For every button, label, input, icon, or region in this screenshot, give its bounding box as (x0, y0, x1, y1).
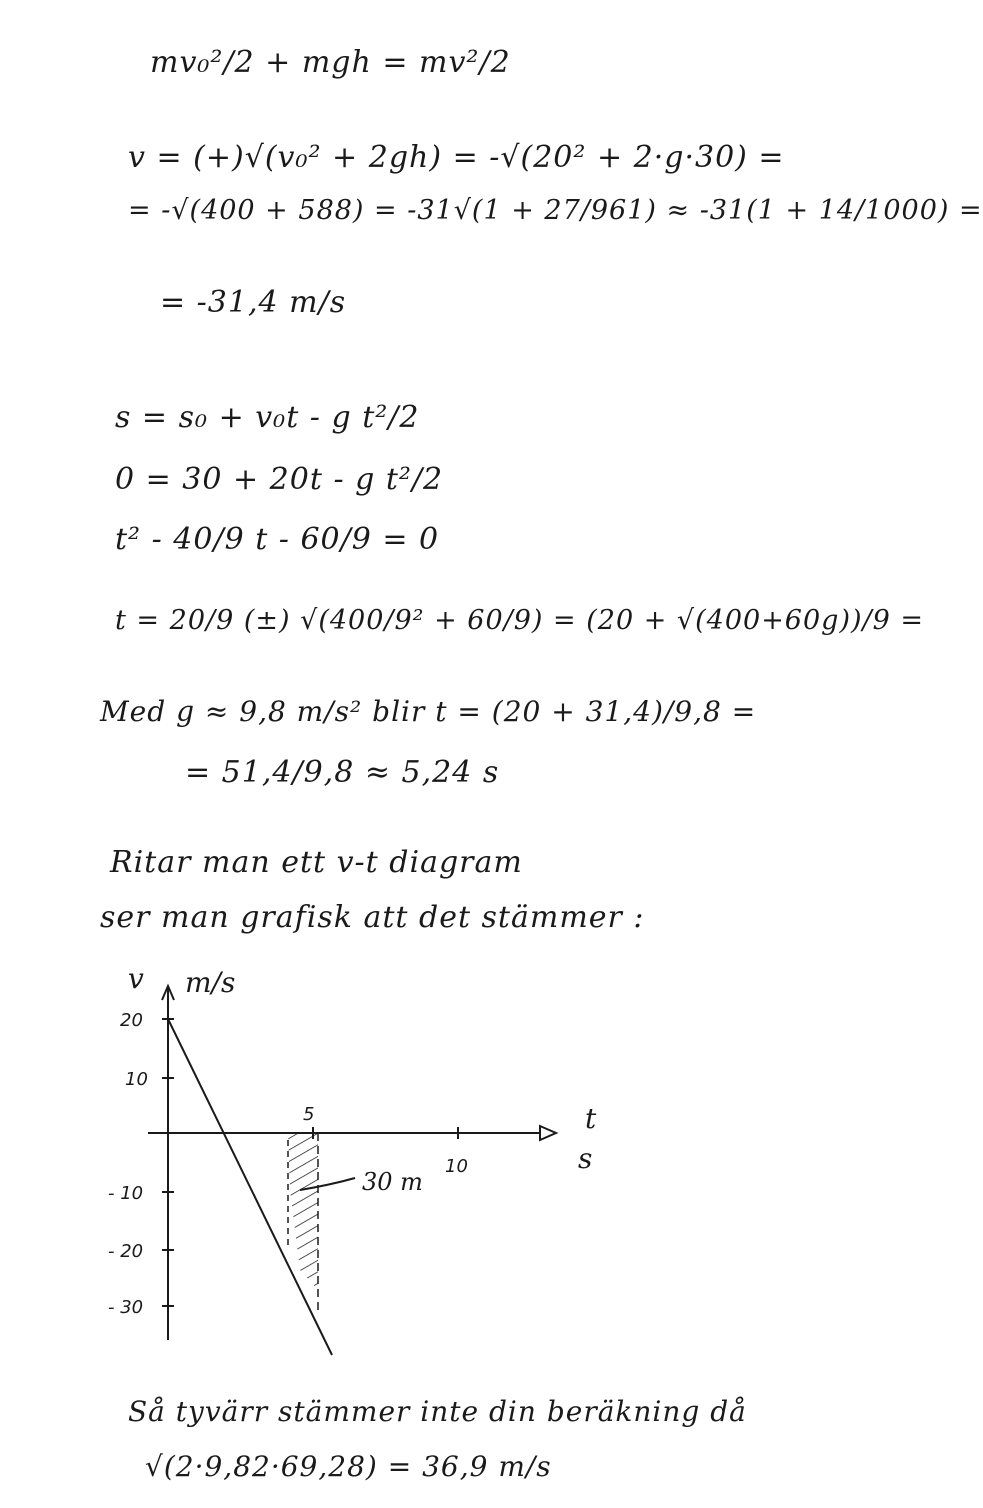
diagram-text-1: Ritar man ett v-t diagram (110, 845, 523, 880)
time-calculation: Med g ≈ 9,8 m/s² blir t = (20 + 31,4)/9,8 = (100, 695, 757, 728)
y-tick-minus-30: - 30 (108, 1297, 144, 1318)
y-unit-label: m/s (185, 966, 236, 999)
time-result: = 51,4/9,8 ≈ 5,24 s (185, 755, 500, 790)
velocity-approximation: = -√(400 + 588) = -31√(1 + 27/961) ≈ -31(1 + 14/1000) = (128, 195, 983, 226)
quadratic-solution: t = 20/9 (±) √(400/9² + 60/9) = (20 + √(400+60g))/9 = (115, 605, 924, 636)
conclusion-calculation: √(2·9,82·69,28) = 36,9 m/s (145, 1450, 552, 1483)
y-tick-minus-20: - 20 (108, 1241, 144, 1262)
y-axis-label: v (128, 962, 144, 995)
diagram-text-2: ser man grafisk att det stämmer : (100, 900, 645, 935)
conclusion-text: Så tyvärr stämmer inte din beräkning då (128, 1395, 747, 1428)
y-tick-20: 20 (120, 1010, 143, 1031)
x-tick-5: 5 (303, 1104, 315, 1125)
velocity-result: = -31,4 m/s (160, 285, 347, 320)
quadratic-equation: t² - 40/9 t - 60/9 = 0 (115, 522, 440, 557)
position-substituted: 0 = 30 + 20t - g t²/2 (115, 462, 444, 497)
hatched-area (288, 1133, 318, 1290)
y-tick-10: 10 (125, 1069, 148, 1090)
x-axis-label: t (585, 1102, 597, 1135)
position-equation: s = s₀ + v₀t - g t²/2 (115, 400, 420, 435)
x-axis-arrow-icon (540, 1126, 556, 1140)
energy-equation: mv₀²/2 + mgh = mv²/2 (150, 45, 511, 80)
x-unit-label: s (578, 1142, 593, 1175)
area-annotation: 30 m (362, 1168, 423, 1196)
y-tick-minus-10: - 10 (108, 1183, 144, 1204)
x-tick-10: 10 (445, 1156, 468, 1177)
velocity-equation: v = (+)√(v₀² + 2gh) = -√(20² + 2·g·30) = (128, 140, 785, 175)
